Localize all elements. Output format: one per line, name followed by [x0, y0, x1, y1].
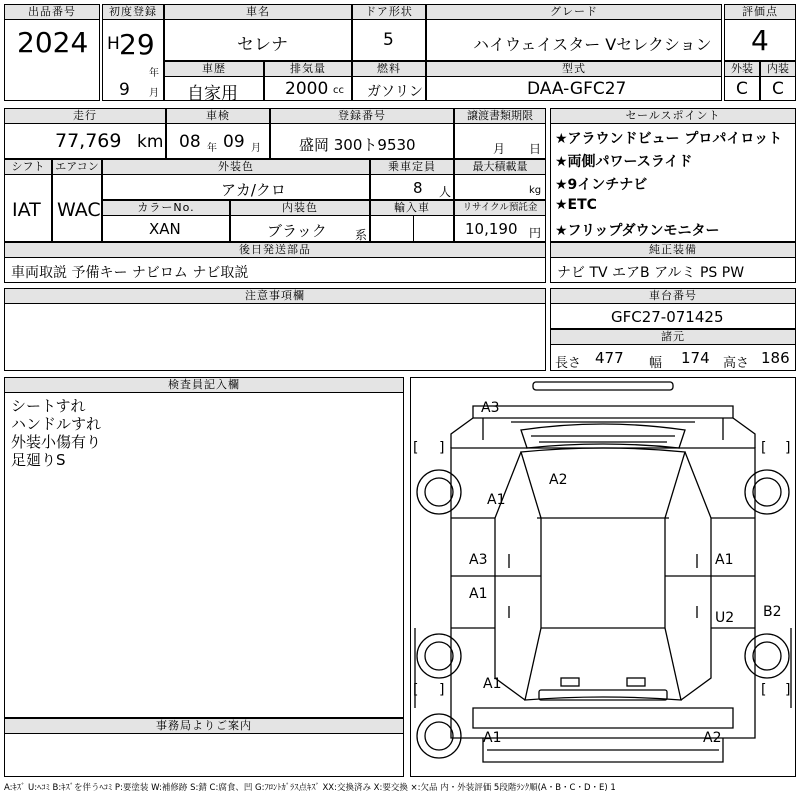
first-reg-label: 初度登録	[102, 4, 164, 20]
car-outline	[411, 378, 795, 776]
ac-label: エアコン	[52, 159, 102, 175]
lot-no-box	[4, 19, 100, 101]
recycle: 10,190	[465, 220, 518, 238]
damage-mark: A2	[703, 730, 722, 746]
color-no-box	[102, 215, 230, 242]
history-label: 車歴	[164, 61, 264, 77]
doors: 5	[383, 30, 394, 50]
insp-month-unit: 月	[251, 143, 261, 154]
displacement-box	[264, 76, 352, 101]
displacement-label: 排気量	[264, 61, 352, 77]
score-label: 評価点	[724, 4, 796, 20]
damage-mark: U2	[715, 610, 735, 626]
car-name-label: 車名	[164, 4, 352, 20]
equipment-label: 純正装備	[550, 242, 796, 258]
ac: WAC	[57, 199, 101, 221]
bracket: ]	[785, 682, 791, 698]
door-box	[352, 19, 426, 61]
inspection-label: 車検	[166, 108, 270, 124]
plate-box	[270, 123, 454, 159]
shift: IAT	[12, 199, 41, 221]
insp-year-unit: 年	[207, 143, 217, 154]
import-box	[370, 215, 454, 242]
mileage-unit: km	[137, 132, 164, 152]
model-box	[426, 76, 722, 101]
color-no-label: カラーNo.	[102, 200, 230, 216]
plate-label: 登録番号	[270, 108, 454, 124]
load-box	[454, 174, 546, 200]
damage-mark: A3	[469, 552, 488, 568]
later-parts-box	[4, 257, 546, 283]
sales-item: ★ETC	[555, 197, 597, 213]
month-unit: 月	[149, 88, 159, 99]
inspector-box	[4, 392, 404, 718]
damage-mark: A3	[481, 400, 500, 416]
notes-label: 注意事項欄	[4, 288, 546, 304]
damage-mark: A1	[469, 586, 488, 602]
interior-box	[230, 215, 370, 242]
int-label: 内装	[760, 61, 796, 77]
equipment: ナビ TV エアB アルミ PS PW	[557, 265, 745, 281]
later-parts: 車両取説 予備キー ナビロム ナビ取説	[11, 265, 249, 281]
bracket: [	[413, 440, 419, 456]
reg-month: 9	[119, 80, 130, 100]
inspector-line: 外装小傷有り	[11, 433, 102, 451]
ext-box	[724, 76, 760, 101]
transfer-box	[454, 123, 546, 159]
bracket: [	[761, 682, 767, 698]
load-label: 最大積載量	[454, 159, 546, 175]
history: 自家用	[187, 84, 238, 104]
plate: 盛岡 300ト9530	[299, 136, 416, 154]
mileage: 77,769	[55, 130, 122, 152]
len: 477	[595, 349, 624, 367]
interior: ブラック	[267, 222, 327, 240]
reg-year: 29	[119, 28, 155, 61]
damage-mark: A1	[715, 552, 734, 568]
inspector-line: シートすれ	[11, 397, 86, 415]
office-box	[4, 733, 404, 777]
inspector-line: 足廻りS	[11, 451, 66, 469]
shift-label: シフト	[4, 159, 52, 175]
recycle-unit: 円	[529, 226, 542, 240]
mileage-box	[4, 123, 166, 159]
dims-label: 諸元	[550, 329, 796, 345]
int-box	[760, 76, 796, 101]
damage-mark: A2	[549, 472, 568, 488]
insp-year: 08	[179, 132, 201, 152]
bracket: ]	[785, 440, 791, 456]
damage-mark: A1	[487, 492, 506, 508]
lot-no: 2024	[17, 26, 89, 59]
ext-label: 外装	[724, 61, 760, 77]
capacity: 8	[413, 179, 423, 197]
score-box	[724, 19, 796, 61]
office-label: 事務局よりご案内	[4, 718, 404, 734]
dims-box	[550, 344, 796, 371]
int-grade: C	[772, 79, 784, 99]
color: アカ/クロ	[221, 181, 286, 199]
len-label: 長さ	[555, 356, 582, 371]
fuel-label: 燃料	[352, 61, 426, 77]
grade: ハイウェイスター Vセレクション	[473, 35, 712, 54]
chassis-box	[550, 303, 796, 329]
chassis-number: GFC27-071425	[611, 308, 724, 326]
width-label: 幅	[649, 356, 663, 371]
damage-mark: B2	[763, 604, 782, 620]
model-label: 型式	[426, 61, 722, 77]
lot-no-label: 出品番号	[4, 4, 100, 20]
inspector-line: ハンドルすれ	[11, 415, 102, 433]
color-no: XAN	[149, 220, 181, 238]
interior-unit: 系	[355, 228, 368, 242]
mileage-label: 走行	[4, 108, 166, 124]
recycle-box	[454, 215, 546, 242]
sales-item: ★フリップダウンモニター	[555, 223, 720, 239]
bracket: ]	[439, 682, 445, 698]
height-label: 高さ	[723, 356, 750, 371]
model: DAA-GFC27	[527, 79, 627, 99]
import-label: 輸入車	[370, 200, 454, 216]
sales-item: ★両側パワースライド	[555, 154, 693, 170]
capacity-label: 乗車定員	[370, 159, 454, 175]
grade-label: グレード	[426, 4, 722, 20]
inspector-label: 検査員記入欄	[4, 377, 404, 393]
fuel-box	[352, 76, 426, 101]
sales-item: ★9インチナビ	[555, 177, 648, 193]
inspection-box	[166, 123, 270, 159]
damage-mark: A1	[483, 730, 502, 746]
notes-box	[4, 303, 546, 371]
interior-label: 内装色	[230, 200, 370, 216]
capacity-box	[370, 174, 454, 200]
fuel: ガソリン	[367, 84, 423, 100]
color-box	[102, 174, 370, 200]
bracket: ]	[439, 440, 445, 456]
legend: A:ｷｽﾞ U:ﾍｺﾐ B:ｷｽﾞを伴うﾍｺﾐ P:要塗装 W:補修跡 S:錆 C:腐食、凹 G:ﾌﾛﾝﾄｶﾞﾗｽ点ｷｽﾞ XX:交換済み X:要交換 ×:欠品 内・外装評価 5段階ﾗﾝｸ順(A・B・C・D・E) 1	[4, 783, 616, 793]
bracket: [	[413, 682, 419, 698]
height: 186	[761, 349, 790, 367]
year-unit: 年	[149, 68, 159, 79]
history-box	[164, 76, 264, 104]
bracket: [	[761, 440, 767, 456]
chassis-label: 車台番号	[550, 288, 796, 304]
transfer-label: 譲渡書類期限	[454, 108, 546, 124]
car-name: セレナ	[237, 35, 288, 55]
shift-box	[4, 174, 52, 242]
grade-box	[426, 19, 722, 61]
load-unit: kg	[529, 185, 542, 196]
capacity-unit: 人	[439, 185, 452, 199]
recycle-label: リサイクル預託金	[454, 200, 546, 216]
door-label: ドア形状	[352, 4, 426, 20]
insp-month: 09	[223, 132, 245, 152]
displacement-unit: cc	[333, 85, 344, 96]
transfer-month: 月	[493, 142, 506, 156]
ext-grade: C	[736, 79, 748, 99]
score: 4	[751, 24, 769, 57]
equipment-box	[550, 257, 796, 283]
sales-label: セールスポイント	[550, 108, 796, 124]
car-diagram	[410, 377, 796, 777]
color-label: 外装色	[102, 159, 370, 175]
damage-mark: A1	[483, 676, 502, 692]
sales-item: ★アラウンドビュー プロパイロット	[555, 131, 783, 147]
ac-box	[52, 174, 102, 242]
displacement: 2000	[285, 79, 329, 99]
era: H	[107, 34, 120, 54]
first-reg-box	[102, 19, 164, 101]
car-name-box	[164, 19, 352, 61]
width: 174	[681, 349, 710, 367]
later-parts-label: 後日発送部品	[4, 242, 546, 258]
transfer-day: 日	[529, 142, 542, 156]
sales-box	[550, 123, 796, 242]
